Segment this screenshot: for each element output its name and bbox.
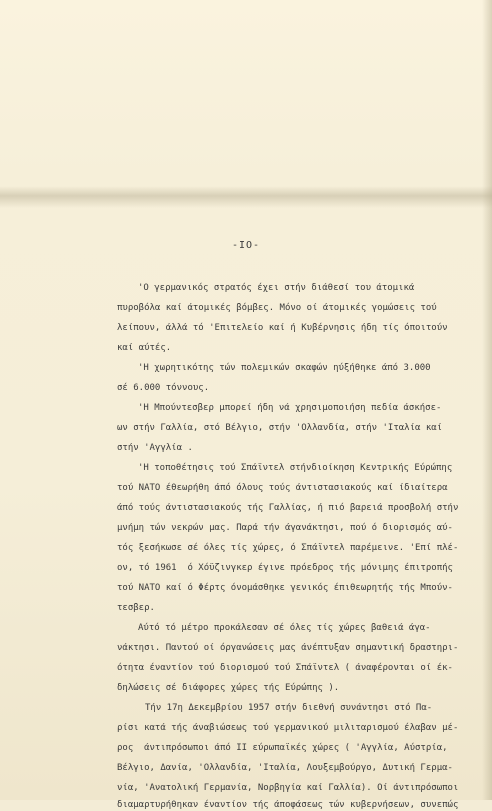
text-line: τός ξεσήκωσε σέ όλες τίς χώρες, ό Σπάϊντελ παρέμεινε. 'Επί πλέ- [117,543,459,553]
text-line: νία, 'Ανατολική Γερμανία, Νορβηγία καί Γαλλία). Οί άντιπρόσωποι [117,783,459,793]
text-line: Τήν 17η Δεκεμβρίου 1957 στήν διεθνή συνάντησι στό Πα- [145,703,433,713]
text-line: νάκτησι. Παντού οί όργανώσεις μας άνέπτυξαν σημαντική δραστηρι- [117,643,459,653]
text-line: άπό τούς άντιστασιακούς τής Γαλλίας, ή πιό βαρειά προσβολή στήν [117,503,459,513]
text-line: τού ΝΑΤΟ έθεωρήθη άπό όλους τούς άντιστασιακούς καί ίδιαίτερα [117,483,448,493]
text-line: 'Η Μπούντεσβερ μπορεί ήδη νά χρησιμοποιήση πεδία άσκήσε- [138,403,442,413]
text-line: στήν 'Αγγλία . [117,443,193,453]
text-line: σέ 6.000 τόννους. [117,383,210,393]
text-line: ων στήν Γαλλία, στό Βέλγιο, στήν 'Ολλανδία, στήν 'Ιταλία καί [117,423,443,433]
text-line: καί αύτές. [117,343,172,353]
text-line: 'Η τοποθέτησις τού Σπάϊντελ στήνδιοίκηση Κεντρικής Εύρώπης [138,463,453,473]
text-line: ρίσι κατά τής άναβιώσεως τού γερμανικού μιλιταρισμού έλαβαν μέ- [117,723,459,733]
text-line: λείπουν, άλλά τό 'Επιτελείο καί ή Κυβέρνησις ήδη τίς όποιτούν [117,323,448,333]
text-line: Αύτό τό μέτρο προκάλεσαν σέ όλες τίς χώρες βαθειά άγα- [138,623,431,633]
text-line: πυροβόλα καί άτομικές βόμβες. Μόνο οί άτομικές γομώσεις τού [117,303,437,313]
text-line: τεσβερ. [117,603,155,613]
text-line: Βέλγιο, Δανία, 'Ολλανδία, 'Ιταλία, Λουξεμβούργο, Δυτική Γερμα- [117,763,453,773]
text-line: τού ΝΑΤΟ καί ό Φέρτς όνομάσθηκε γενικός έπιθεωρητής τής Μπούν- [117,583,453,593]
text-line: δηλώσεις σέ διάφορες χώρες τής Εύρώπης ). [117,683,340,693]
text-line: διαμαρτυρήθηκαν έναντίον τής άποφάσεως τών κυβερνήσεων, συνεπώς [117,800,459,810]
text-line: 'Ο γερμανικός στρατός έχει στήν διάθεσί του άτομικά [138,283,415,293]
page-number: -IO- [231,240,261,251]
text-line: ρος άντιπρόσωποι άπό ΙΙ εύρωπαϊκές χώρες ( 'Αγγλία, Αύστρία, [117,743,448,753]
text-line: ότητα έναντίον τού διορισμού τού Σπάϊντελ ( άναφέρονται οί έκ- [117,663,453,673]
text-line: 'Η χωρητικότης τών πολεμικών σκαφών ηύξήθηκε άπό 3.000 [138,363,431,373]
text-line: ον, τό 1961 ό Χόϋζινγκερ έγινε πρόεδρος τής μόνιμης έπιτροπής [117,563,453,573]
text-line: μνήμη τών νεκρών μας. Παρά τήν άγανάκτησι, πού ό διορισμός αύ- [117,523,453,533]
